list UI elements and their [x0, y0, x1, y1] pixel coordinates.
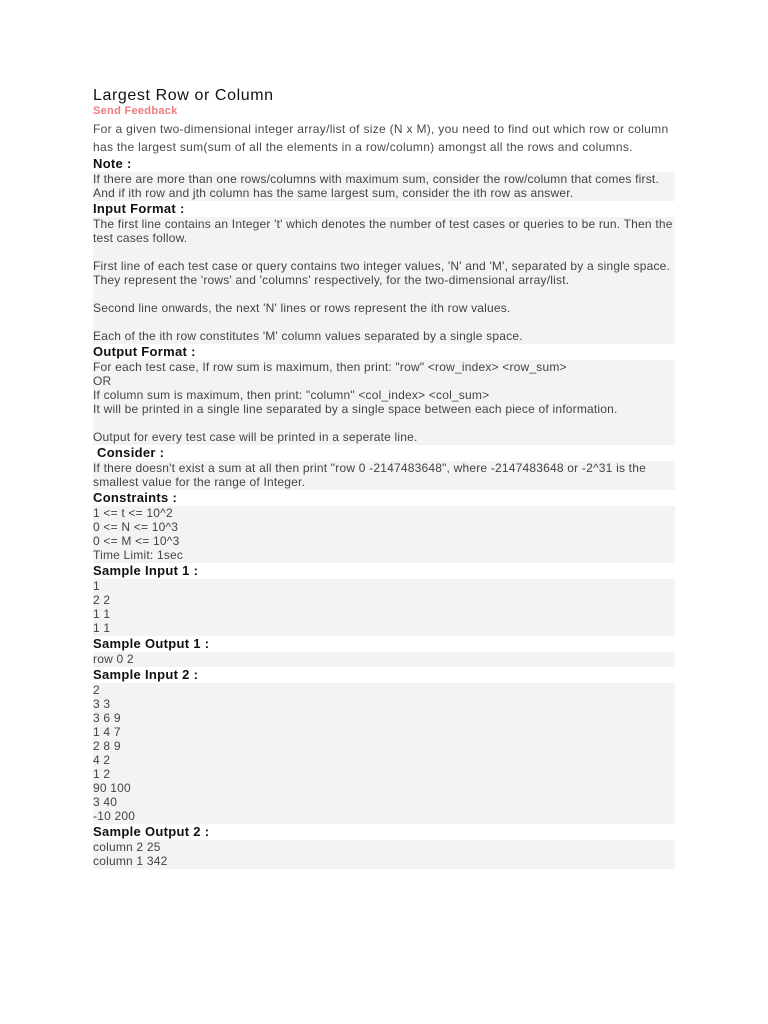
blank-line — [93, 315, 675, 329]
text-line: 1 4 7 — [93, 725, 121, 739]
text-line: 90 100 — [93, 781, 131, 795]
text-line: First line of each test case or query contains two integer values, 'N' and 'M', separated by a single space. They represent the 'rows' and 'columns' respectively, for the two-dimensional array/list. — [93, 259, 671, 287]
sample-output-1-block — [93, 652, 675, 667]
text-line: Each of the ith row constitutes 'M' column values separated by a single space. — [93, 329, 523, 343]
text-line: If there are more than one rows/columns with maximum sum, consider the row/column that comes first. And if ith row and jth column has the same largest sum, consider the ith row as answer. — [93, 172, 660, 200]
text-line: column 1 342 — [93, 854, 168, 868]
blank-line — [93, 416, 675, 430]
sample-input-1-block — [93, 579, 675, 636]
text-line: 0 <= M <= 10^3 — [93, 534, 180, 548]
text-line: -10 200 — [93, 809, 136, 823]
text-line: 0 <= N <= 10^3 — [93, 520, 179, 534]
text-line: OR — [93, 374, 112, 388]
text-line: Output for every test case will be printed in a seperate line. — [93, 430, 418, 444]
text-line: 1 2 — [93, 767, 111, 781]
text-line: 1 — [93, 579, 100, 593]
text-line: If there doesn't exist a sum at all then print "row 0 -2147483648", where -2147483648 or -2^31 is the smallest value for the range of Integer. — [93, 461, 646, 489]
problem-title: Largest Row or Column — [93, 87, 274, 104]
sample-output-2-heading: Sample Output 2 : — [93, 824, 210, 839]
text-line: Time Limit: 1sec — [93, 548, 184, 562]
text-line: It will be printed in a single line separated by a single space between each piece of information. — [93, 402, 618, 416]
text-line: 3 3 — [93, 697, 111, 711]
sample-output-1-heading: Sample Output 1 : — [93, 636, 210, 651]
consider-block — [93, 461, 675, 490]
sample-output-2-block — [93, 840, 675, 869]
blank-line — [93, 287, 675, 301]
text-line: 2 8 9 — [93, 739, 121, 753]
output-format-heading: Output Format : — [93, 344, 196, 359]
text-line: 2 2 — [93, 593, 111, 607]
text-line: 1 <= t <= 10^2 — [93, 506, 173, 520]
sample-input-1-heading: Sample Input 1 : — [93, 563, 199, 578]
text-line: 1 1 — [93, 621, 111, 635]
text-line: Second line onwards, the next 'N' lines or rows represent the ith row values. — [93, 301, 511, 315]
text-line: If column sum is maximum, then print: "column" <col_index> <col_sum> — [93, 388, 490, 402]
output-format-block — [93, 360, 675, 445]
input-format-heading: Input Format : — [93, 201, 185, 216]
consider-heading: Consider : — [97, 445, 165, 460]
text-line: column 2 25 — [93, 840, 161, 854]
text-line: row 0 2 — [93, 652, 134, 666]
sample-input-2-heading: Sample Input 2 : — [93, 667, 199, 682]
note-heading: Note : — [93, 156, 132, 171]
text-line: 4 2 — [93, 753, 111, 767]
problem-content — [93, 86, 675, 869]
text-line: 1 1 — [93, 607, 111, 621]
text-line: 3 40 — [93, 795, 118, 809]
text-line: For each test case, If row sum is maximum, then print: "row" <row_index> <row_sum> — [93, 360, 567, 374]
input-format-block — [93, 217, 675, 344]
text-line: 3 6 9 — [93, 711, 121, 725]
send-feedback-link[interactable]: Send Feedback — [93, 105, 178, 117]
note-block — [93, 172, 675, 201]
constraints-block — [93, 506, 675, 563]
constraints-heading: Constraints : — [93, 490, 178, 505]
sample-input-2-block — [93, 683, 675, 824]
problem-description: For a given two-dimensional integer array/list of size (N x M), you need to find out which row or column has the largest sum(sum of all the elements in a row/column) amongst all the rows and columns. — [93, 122, 669, 154]
text-line: 2 — [93, 683, 100, 697]
text-line: The first line contains an Integer 't' which denotes the number of test cases or queries to be run. Then the test cases follow. — [93, 217, 673, 245]
blank-line — [93, 245, 675, 259]
